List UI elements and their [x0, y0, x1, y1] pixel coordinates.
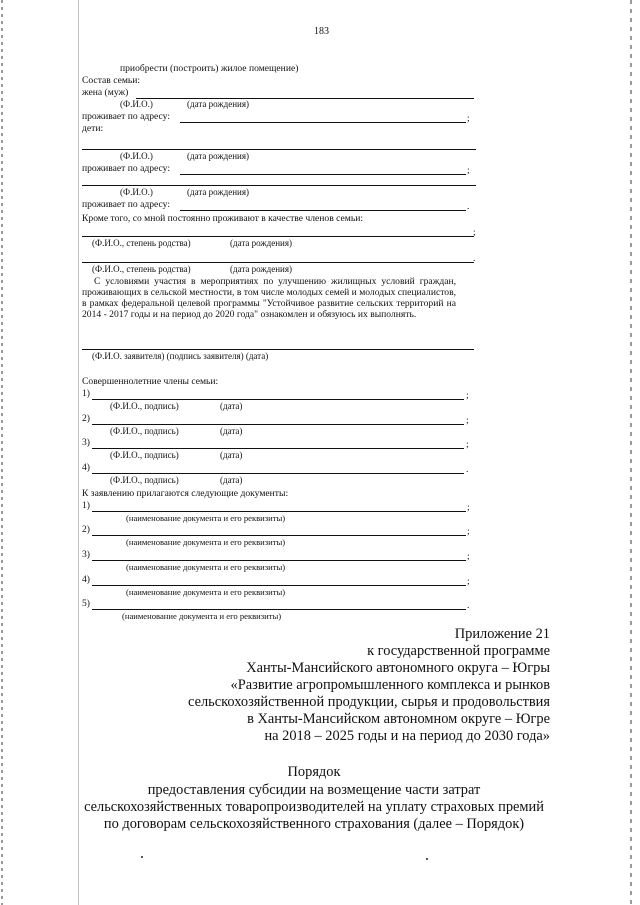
member1-blank: [82, 236, 474, 237]
spouse-label: жена (муж): [82, 87, 129, 98]
adult1-date-hint: (дата): [220, 401, 243, 411]
margin-rule: [78, 0, 79, 905]
doc1-blank: [92, 511, 466, 512]
doc4-semicolon: ;: [467, 576, 470, 587]
doc2-blank: [92, 535, 466, 536]
spouse-address-blank: [180, 122, 466, 123]
adult3-date-hint: (дата): [220, 450, 243, 460]
adult2-semicolon: ;: [466, 415, 469, 426]
also-living-text: Кроме того, со мной постоянно проживают в качестве членов семьи:: [82, 213, 364, 224]
spouse-fio-hint: (Ф.И.О.): [120, 99, 153, 109]
children-label: дети:: [82, 123, 104, 134]
adult1-number: 1): [82, 388, 90, 399]
doc3-number: 3): [82, 549, 90, 560]
scan-speck-right: [426, 858, 428, 860]
member2-relation-hint: (Ф.И.О., степень родства): [92, 264, 191, 274]
scan-edge-left: [1, 0, 3, 905]
adult4-blank: [92, 473, 464, 474]
adult2-blank: [92, 424, 464, 425]
doc1-semicolon: ;: [467, 502, 470, 513]
spouse-birth-hint: (дата рождения): [187, 99, 249, 109]
child1-address-blank: [180, 174, 466, 175]
member1-relation-hint: (Ф.И.О., степень родства): [92, 238, 191, 248]
child1-birth-hint: (дата рождения): [187, 151, 249, 161]
doc5-hint: (наименование документа и его реквизиты): [122, 611, 282, 621]
doc1-number: 1): [82, 500, 90, 511]
order-line-1: предоставления субсидии на возмещение части затрат: [147, 782, 481, 798]
order-line-2: сельскохозяйственных товаропроизводителей на уплату страховых премий: [84, 799, 544, 815]
order-title: Порядок: [287, 764, 341, 780]
applicant-blank: [82, 349, 474, 350]
member2-birth-hint: (дата рождения): [230, 264, 292, 274]
adult3-semicolon: ;: [466, 439, 469, 450]
appendix-line-2: к государственной программе: [367, 643, 550, 659]
doc4-number: 4): [82, 574, 90, 585]
docs-heading: К заявлению прилагаются следующие документы:: [82, 488, 289, 499]
child2-address-label: проживает по адресу:: [82, 199, 170, 210]
adult1-sign-hint: (Ф.И.О., подпись): [110, 401, 179, 411]
adult2-date-hint: (дата): [220, 426, 243, 436]
child2-name-blank: [82, 185, 476, 186]
doc2-number: 2): [82, 524, 90, 535]
appendix-line-7: на 2018 – 2025 годы и на период до 2030 года»: [264, 728, 550, 744]
doc2-semicolon: ;: [467, 526, 470, 537]
doc4-blank: [92, 585, 466, 586]
scan-speck-left: [141, 856, 143, 858]
appendix-line-6: в Ханты-Мансийском автономном округе – Югре: [247, 711, 550, 727]
consent-paragraph: С условиями участия в мероприятиях по улучшению жилищных условий граждан, проживающих в сельской местности, в том числе молодых семей и молодых специалистов, в рамках федеральной целевой программы "Устойчивое развитие сельских территорий на 2014 - 2017 годы и на период до 2020 года" ознакомлен и обязуюсь их выполнять.: [82, 276, 456, 320]
adult2-sign-hint: (Ф.И.О., подпись): [110, 426, 179, 436]
adult1-semicolon: ;: [466, 390, 469, 401]
order-line-3: по договорам сельскохозяйственного страхования (далее – Порядок): [103, 816, 525, 832]
doc4-hint: (наименование документа и его реквизиты): [126, 587, 286, 597]
child2-address-period: .: [467, 201, 470, 212]
child1-address-semicolon: ;: [467, 165, 470, 176]
spouse-address-semicolon: ;: [467, 113, 470, 124]
appendix-line-3: Ханты-Мансийского автономного округа – Югры: [246, 660, 550, 676]
adult1-blank: [92, 399, 464, 400]
adult3-sign-hint: (Ф.И.О., подпись): [110, 450, 179, 460]
adult-heading: Совершеннолетние члены семьи:: [82, 376, 219, 387]
family-heading: Состав семьи:: [82, 75, 141, 86]
doc5-period: .: [467, 600, 470, 611]
doc2-hint: (наименование документа и его реквизиты): [126, 537, 286, 547]
member2-blank: [82, 262, 474, 263]
doc5-number: 5): [82, 598, 90, 609]
adult3-blank: [92, 448, 464, 449]
appendix-line-4: «Развитие агропромышленного комплекса и рынков: [230, 677, 550, 693]
adult4-date-hint: (дата): [220, 475, 243, 485]
page-number: 183: [314, 26, 329, 37]
child2-address-blank: [180, 210, 466, 211]
appendix-line-1: Приложение 21: [454, 626, 550, 642]
appendix-line-5: сельскохозяйственной продукции, сырья и продовольствия: [188, 694, 550, 710]
adult4-sign-hint: (Ф.И.О., подпись): [110, 475, 179, 485]
member2-period: .: [473, 253, 476, 264]
scan-edge-right: [630, 0, 632, 905]
adult3-number: 3): [82, 437, 90, 448]
spouse-address-label: проживает по адресу:: [82, 111, 170, 122]
adult2-number: 2): [82, 413, 90, 424]
doc3-blank: [92, 560, 466, 561]
member1-birth-hint: (дата рождения): [230, 238, 292, 248]
doc1-hint: (наименование документа и его реквизиты): [126, 513, 286, 523]
adult4-number: 4): [82, 462, 90, 473]
child1-address-label: проживает по адресу:: [82, 163, 170, 174]
doc3-semicolon: ;: [467, 551, 470, 562]
doc5-blank: [92, 609, 466, 610]
doc3-hint: (наименование документа и его реквизиты): [126, 562, 286, 572]
applicant-hint: (Ф.И.О. заявителя) (подпись заявителя) (дата): [92, 351, 269, 361]
child1-name-blank: [82, 149, 476, 150]
child2-fio-hint: (Ф.И.О.): [120, 187, 153, 197]
adult4-period: .: [466, 464, 469, 475]
child1-fio-hint: (Ф.И.О.): [120, 151, 153, 161]
acquire-line: приобрести (построить) жилое помещение): [120, 63, 299, 74]
child2-birth-hint: (дата рождения): [187, 187, 249, 197]
member1-semicolon: ;: [473, 227, 476, 238]
